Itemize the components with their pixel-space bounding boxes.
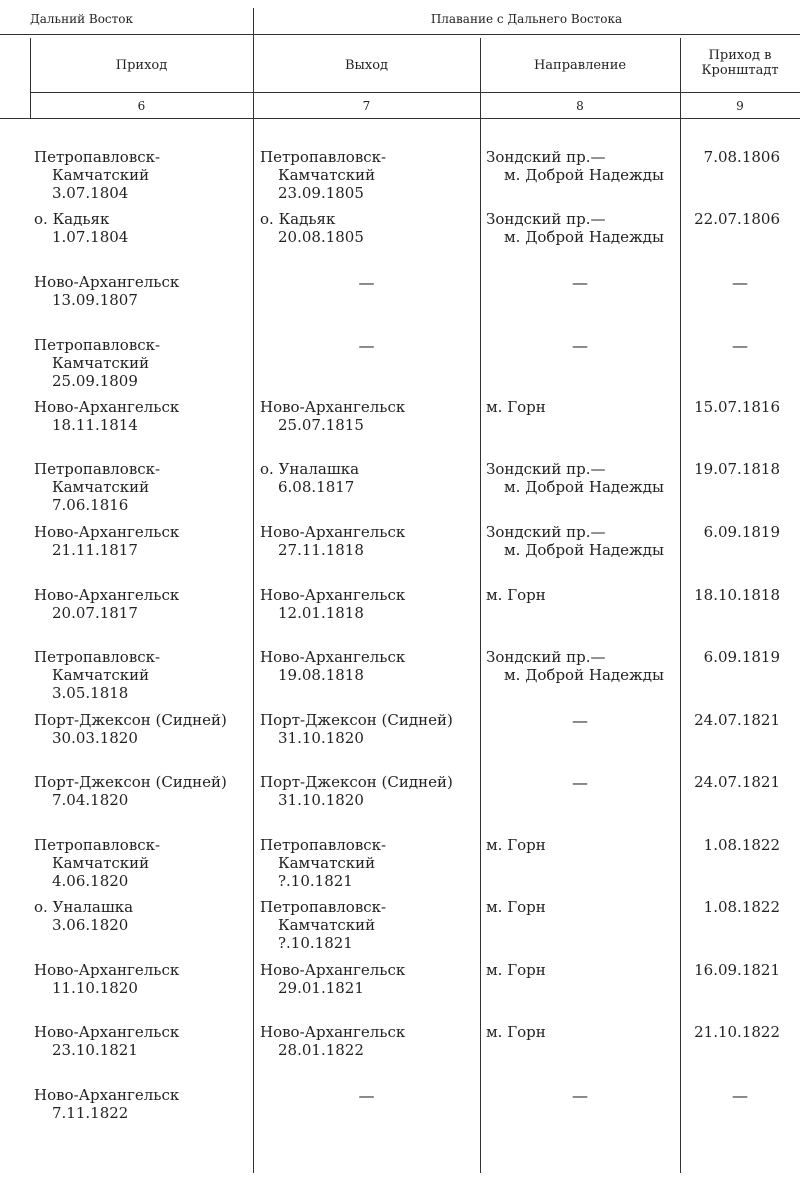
row-8-arrival-line-1: Ново-Архангельск [34,586,180,604]
row-3-kronstadt: — [732,273,748,292]
row-9-arrival-line-1: Петропавловск- [34,648,161,666]
row-7-direction-line-2: м. Доброй Надежды [504,541,664,559]
row-12-arrival-line-1: Петропавловск- [34,836,161,854]
row-14-arrival-line-1: Ново-Архангельск [34,961,180,979]
row-1-arrival-line-3: 3.07.1804 [52,184,129,202]
row-11-departure-line-2: 31.10.1820 [278,791,364,809]
col9-header-line1: Приход в [708,48,772,63]
group-left-header: Дальний Восток [30,12,134,26]
row-7-direction-line-1: Зондский пр.— [486,523,606,541]
row-15-direction-line-1: м. Горн [486,1023,546,1041]
row-10-arrival-line-2: 30.03.1820 [52,729,138,747]
row-13-departure-line-1: Петропавловск- [260,898,387,916]
row-7-arrival-line-1: Ново-Архангельск [34,523,180,541]
row-1-departure-line-2: Камчатский [278,166,376,184]
row-9-arrival-line-2: Камчатский [52,666,150,684]
col8-number: 8 [576,99,584,113]
row-11-direction-dash: — [572,773,588,792]
col-divider-6-7 [253,8,254,1173]
row-3-arrival-line-2: 13.09.1807 [52,291,138,309]
row-5-direction-line-1: м. Горн [486,398,546,416]
col7-header: Выход [344,58,389,73]
row-1-arrival-line-2: Камчатский [52,166,150,184]
row-15-arrival-line-2: 23.10.1821 [52,1041,138,1059]
row-12-departure-line-1: Петропавловск- [260,836,387,854]
row-2-departure-line-1: о. Кадьяк [260,210,336,228]
row-13-kronstadt: 1.08.1822 [703,898,780,916]
row-1-direction-line-1: Зондский пр.— [486,148,606,166]
row-6-departure-line-1: о. Уналашка [260,460,360,478]
col9-number: 9 [736,99,744,113]
row-16-kronstadt: — [732,1086,748,1105]
row-10-kronstadt: 24.07.1821 [694,711,780,729]
row-9-departure-line-2: 19.08.1818 [278,666,364,684]
row-14-kronstadt: 16.09.1821 [694,961,780,979]
row-2-direction-line-1: Зондский пр.— [486,210,606,228]
row-3-arrival-line-1: Ново-Архангельск [34,273,180,291]
row-16-departure-dash: — [358,1086,375,1105]
row-13-arrival-line-2: 3.06.1820 [52,916,129,934]
row-2-departure-line-2: 20.08.1805 [278,228,364,246]
top-rule [0,34,800,35]
row-3-departure-dash: — [358,273,375,292]
row-7-departure-line-1: Ново-Архангельск [260,523,406,541]
row-13-departure-line-3: ?.10.1821 [278,934,353,952]
row-14-direction-line-1: м. Горн [486,961,546,979]
row-15-kronstadt: 21.10.1822 [694,1023,780,1041]
row-8-direction-line-1: м. Горн [486,586,546,604]
row-12-departure-line-3: ?.10.1821 [278,872,353,890]
row-6-direction-line-1: Зондский пр.— [486,460,606,478]
row-12-arrival-line-2: Камчатский [52,854,150,872]
row-12-departure-line-2: Камчатский [278,854,376,872]
header-num-rule-top [30,92,800,93]
col6-header: Приход [115,58,168,73]
row-14-departure-line-1: Ново-Архангельск [260,961,406,979]
row-7-departure-line-2: 27.11.1818 [278,541,364,559]
row-4-arrival-line-2: Камчатский [52,354,150,372]
row-16-arrival-line-2: 7.11.1822 [52,1104,129,1122]
row-6-arrival-line-2: Камчатский [52,478,150,496]
row-9-departure-line-1: Ново-Архангельск [260,648,406,666]
row-9-kronstadt: 6.09.1819 [703,648,780,666]
row-4-departure-dash: — [358,336,375,355]
row-2-arrival-line-2: 1.07.1804 [52,228,129,246]
col-divider-8-9 [680,38,681,1173]
row-9-arrival-line-3: 3.05.1818 [52,684,129,702]
col6-number: 6 [137,99,146,113]
row-10-departure-line-2: 31.10.1820 [278,729,364,747]
row-5-departure-line-2: 25.07.1815 [278,416,364,434]
row-5-kronstadt: 15.07.1816 [694,398,780,416]
row-8-departure-line-2: 12.01.1818 [278,604,364,622]
row-14-departure-line-2: 29.01.1821 [278,979,364,997]
row-9-direction-line-1: Зондский пр.— [486,648,606,666]
row-4-direction-dash: — [572,336,588,355]
group-right-header: Плавание с Дальнего Востока [430,12,623,26]
row-13-arrival-line-1: о. Уналашка [34,898,134,916]
row-1-departure-line-3: 23.09.1805 [278,184,364,202]
row-2-kronstadt: 22.07.1806 [694,210,780,228]
row-11-kronstadt: 24.07.1821 [694,773,780,791]
row-11-departure-line-1: Порт-Джексон (Сидней) [260,773,453,791]
row-8-arrival-line-2: 20.07.1817 [52,604,138,622]
row-12-direction-line-1: м. Горн [486,836,546,854]
col9-header-line2: Кронштадт [701,63,779,78]
row-4-arrival-line-1: Петропавловск- [34,336,161,354]
row-10-direction-dash: — [572,711,588,730]
row-6-arrival-line-3: 7.06.1816 [52,496,129,514]
row-10-arrival-line-1: Порт-Джексон (Сидней) [34,711,227,729]
row-4-arrival-line-3: 25.09.1809 [52,372,138,390]
row-4-kronstadt: — [732,336,748,355]
row-10-departure-line-1: Порт-Джексон (Сидней) [260,711,453,729]
row-2-direction-line-2: м. Доброй Надежды [504,228,664,246]
row-5-arrival-line-2: 18.11.1814 [52,416,138,434]
row-16-arrival-line-1: Ново-Архангельск [34,1086,180,1104]
row-14-arrival-line-2: 11.10.1820 [52,979,138,997]
col8-header: Направление [533,58,627,73]
row-6-kronstadt: 19.07.1818 [694,460,780,478]
row-1-arrival-line-1: Петропавловск- [34,148,161,166]
row-1-departure-line-1: Петропавловск- [260,148,387,166]
row-3-direction-dash: — [572,273,588,292]
row-6-direction-line-2: м. Доброй Надежды [504,478,664,496]
row-16-direction-dash: — [572,1086,588,1105]
row-8-kronstadt: 18.10.1818 [694,586,780,604]
row-1-direction-line-2: м. Доброй Надежды [504,166,664,184]
row-6-arrival-line-1: Петропавловск- [34,460,161,478]
row-13-direction-line-1: м. Горн [486,898,546,916]
col7-number: 7 [362,99,371,113]
row-6-departure-line-2: 6.08.1817 [278,478,355,496]
row-5-departure-line-1: Ново-Архангельск [260,398,406,416]
row-5-arrival-line-1: Ново-Архангельск [34,398,180,416]
row-11-arrival-line-2: 7.04.1820 [52,791,129,809]
row-2-arrival-line-1: о. Кадьяк [34,210,110,228]
row-12-kronstadt: 1.08.1822 [703,836,780,854]
row-8-departure-line-1: Ново-Архангельск [260,586,406,604]
row-7-kronstadt: 6.09.1819 [703,523,780,541]
row-15-departure-line-1: Ново-Архангельск [260,1023,406,1041]
row-15-arrival-line-1: Ново-Архангельск [34,1023,180,1041]
col-divider-7-8 [480,38,481,1173]
row-11-arrival-line-1: Порт-Джексон (Сидней) [34,773,227,791]
row-9-direction-line-2: м. Доброй Надежды [504,666,664,684]
row-12-arrival-line-3: 4.06.1820 [52,872,129,890]
row-7-arrival-line-2: 21.11.1817 [52,541,138,559]
row-15-departure-line-2: 28.01.1822 [278,1041,364,1059]
row-1-kronstadt: 7.08.1806 [703,148,780,166]
row-13-departure-line-2: Камчатский [278,916,376,934]
